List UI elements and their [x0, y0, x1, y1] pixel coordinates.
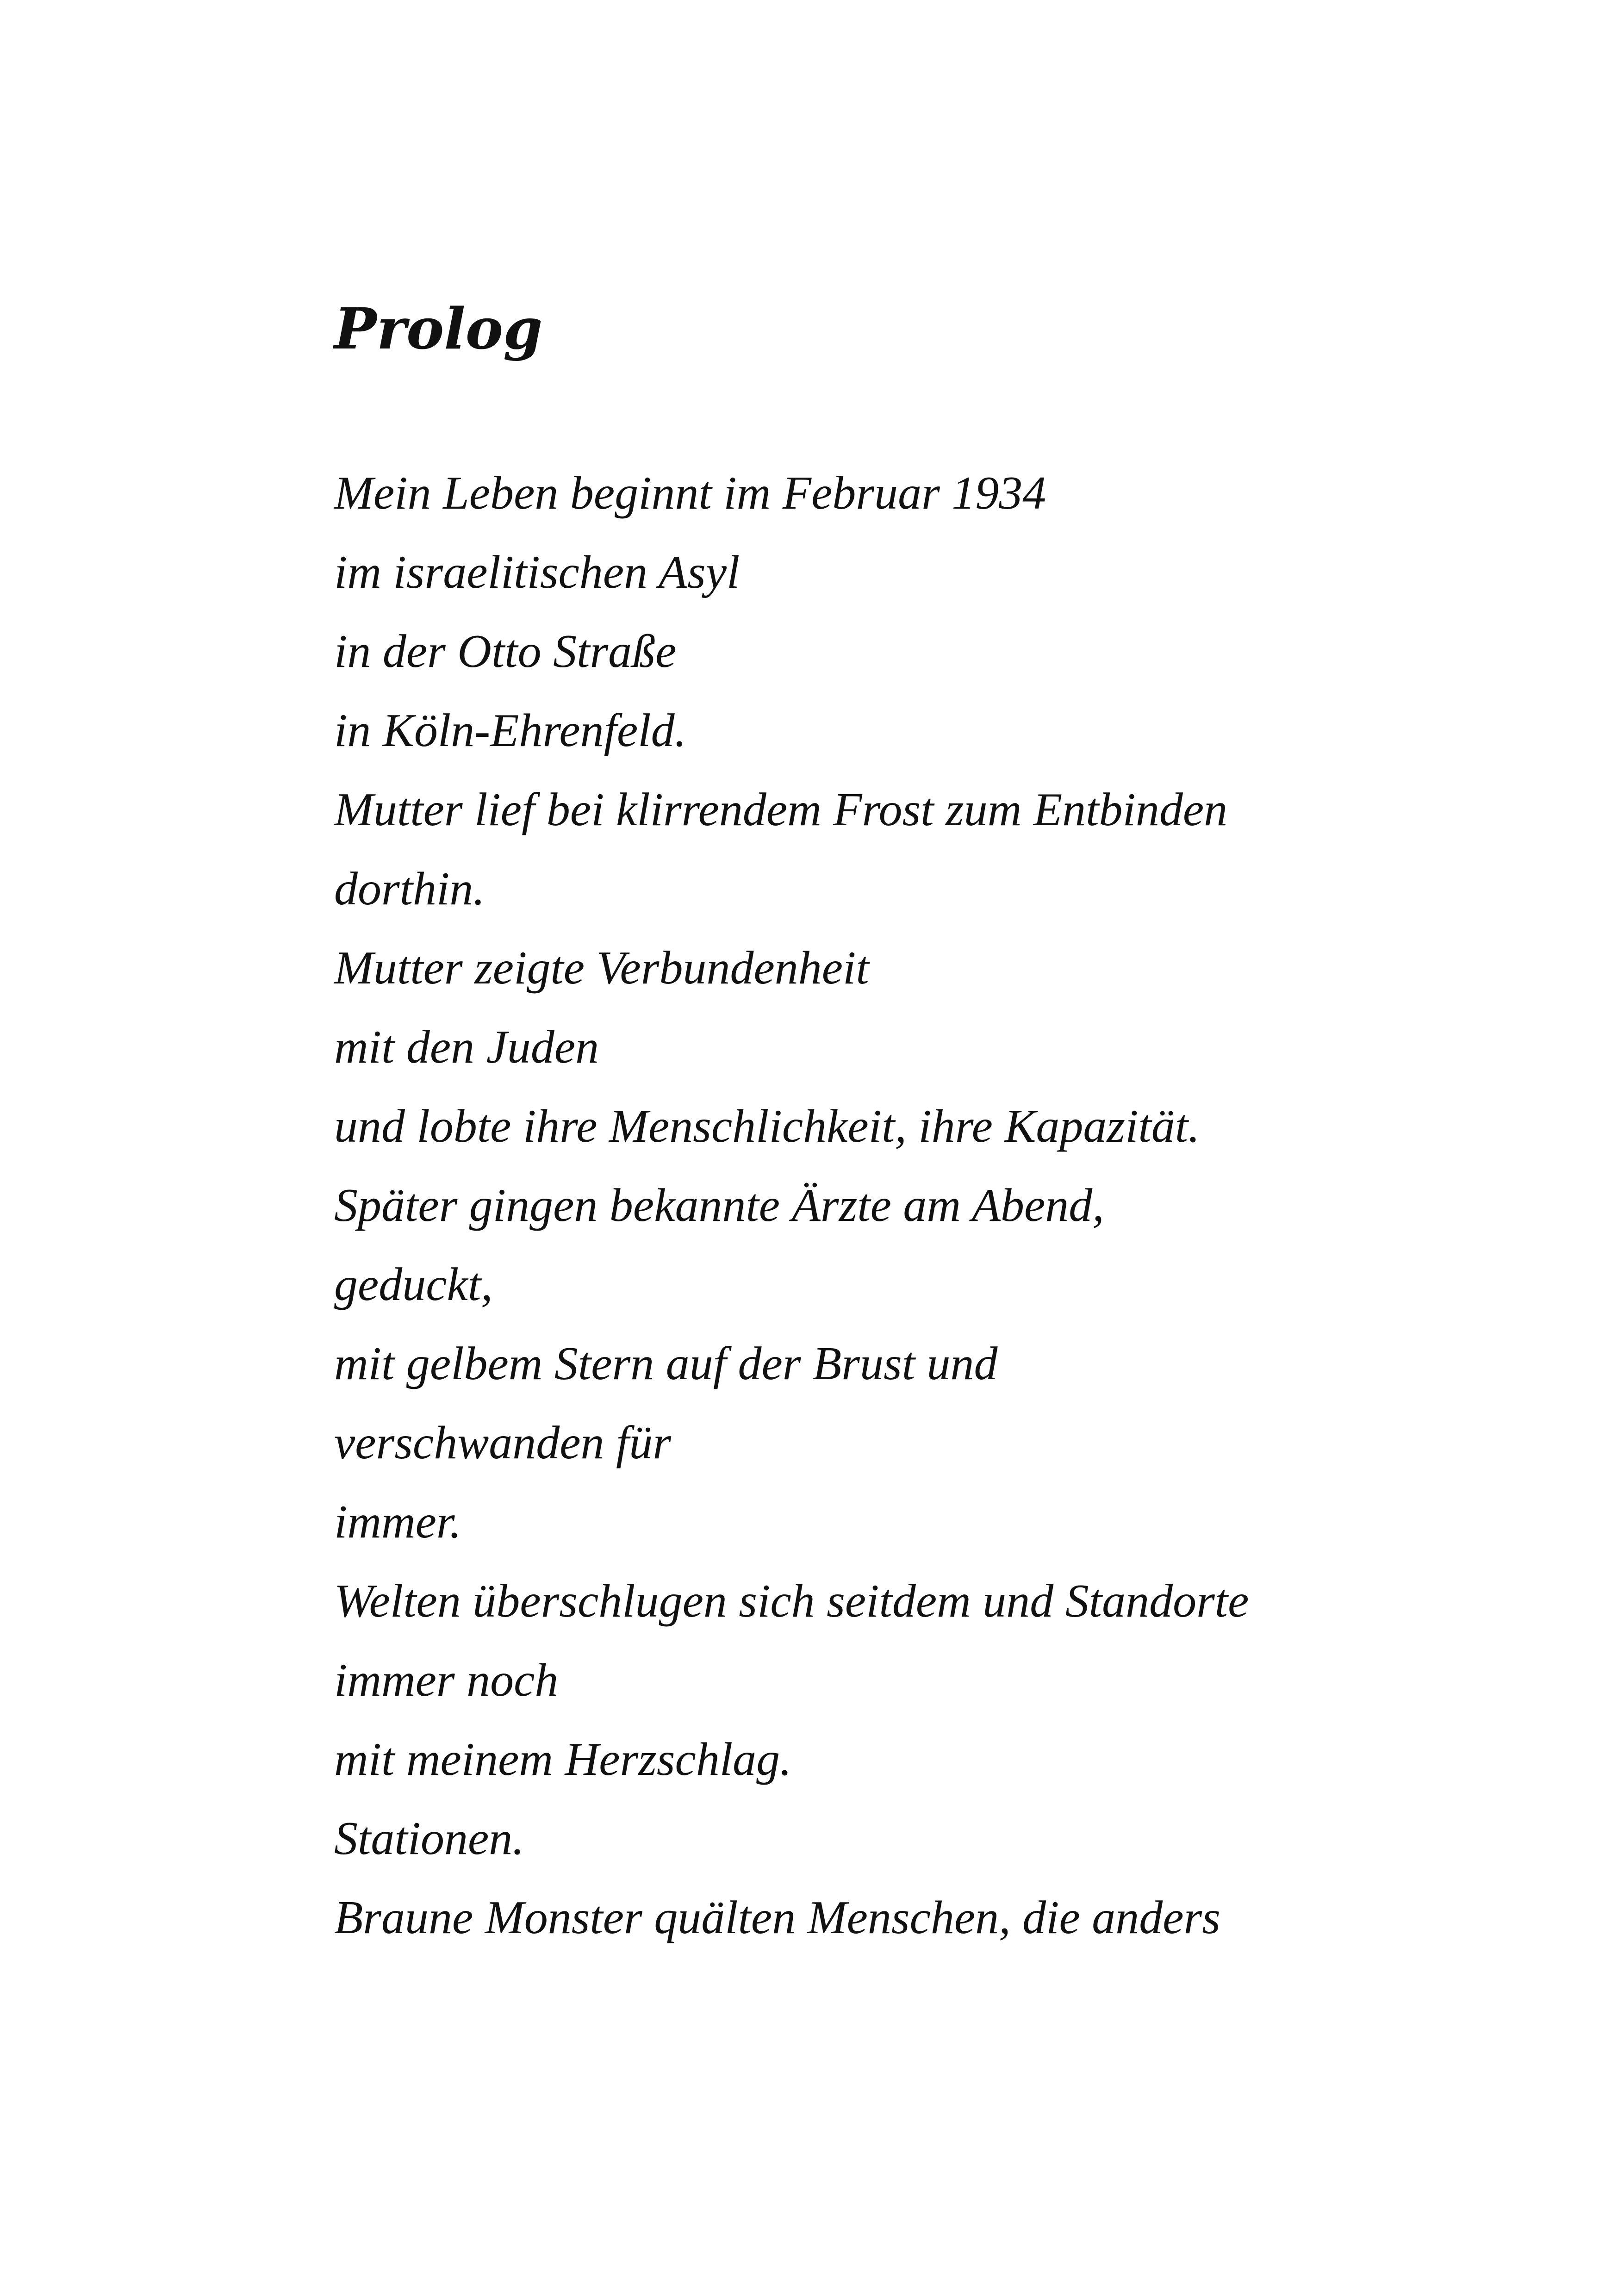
- page-title: Prolog: [334, 295, 543, 362]
- poem-line: dorthin.: [334, 863, 485, 915]
- poem-line: und lobte ihre Menschlichkeit, ihre Kapazität.: [334, 1100, 1200, 1152]
- poem-line: mit meinem Herzschlag.: [334, 1733, 792, 1786]
- poem-line: mit den Juden: [334, 1021, 599, 1073]
- poem-line: in der Otto Straße: [334, 625, 677, 678]
- poem-line: im israelitischen Asyl: [334, 546, 740, 598]
- poem-line: immer noch: [334, 1654, 559, 1706]
- poem-line: mit gelbem Stern auf der Brust und: [334, 1338, 998, 1390]
- poem-line: geduckt,: [334, 1258, 493, 1311]
- poem-line: Mein Leben beginnt im Februar 1934: [334, 467, 1046, 519]
- poem-line: immer.: [334, 1496, 461, 1548]
- poem-line: in Köln-Ehrenfeld.: [334, 704, 687, 757]
- poem-text: [334, 454, 1352, 1957]
- poem-line: Braune Monster quälten Menschen, die anders: [334, 1892, 1220, 1944]
- poem-line: Stationen.: [334, 1812, 524, 1865]
- poem-line: Mutter zeigte Verbundenheit: [334, 942, 869, 994]
- poem-line: verschwanden für: [334, 1417, 672, 1469]
- poem-line: Mutter lief bei klirrendem Frost zum Entbinden: [334, 784, 1228, 836]
- poem-line: Welten überschlugen sich seitdem und Standorte: [334, 1575, 1249, 1627]
- poem-line: Später gingen bekannte Ärzte am Abend,: [334, 1179, 1104, 1232]
